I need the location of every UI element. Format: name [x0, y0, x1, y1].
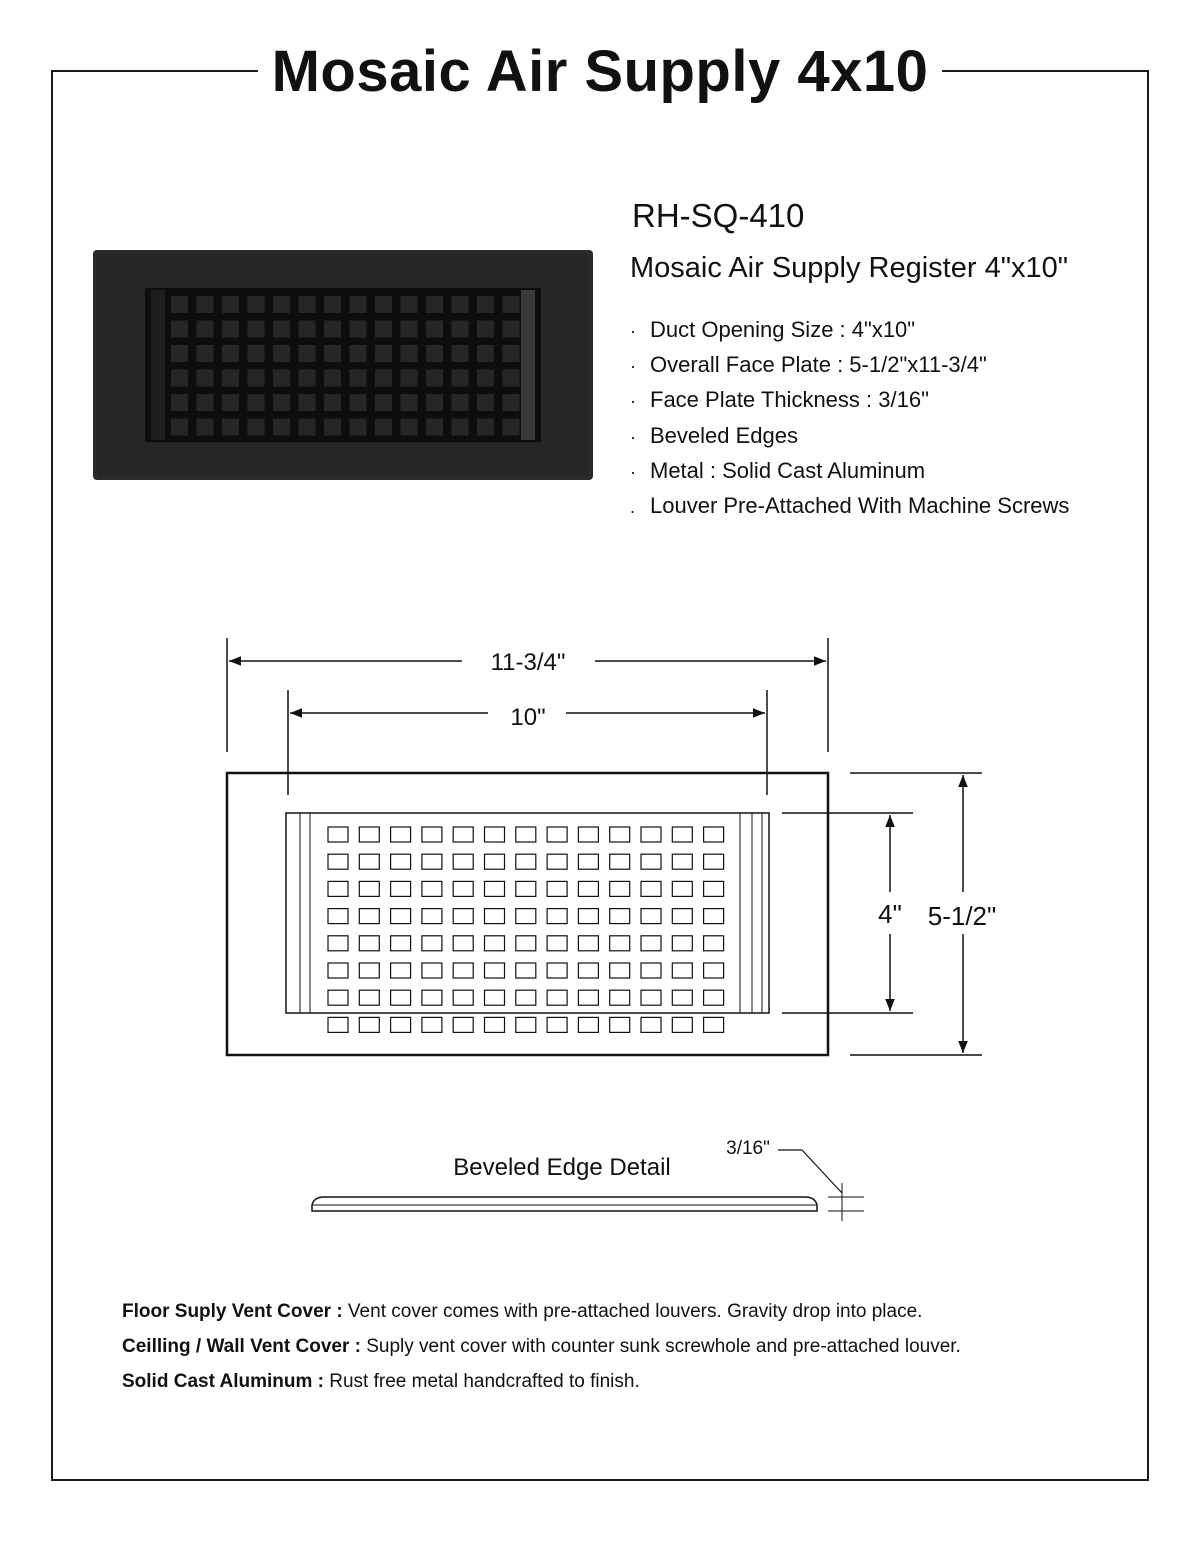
- grille-cell: [672, 827, 692, 842]
- grille-cell: [610, 854, 630, 869]
- grille-square: [197, 345, 214, 362]
- grille-cell: [485, 990, 505, 1005]
- grille-square: [477, 345, 494, 362]
- grille-cell: [672, 854, 692, 869]
- grille-cell: [610, 881, 630, 896]
- grille-cell: [704, 990, 724, 1005]
- grille-square: [324, 370, 341, 387]
- overall-height-label: 5-1/2": [927, 901, 997, 931]
- grille-square: [477, 296, 494, 313]
- notes-section: [122, 1294, 961, 1399]
- grille-cell: [641, 963, 661, 978]
- grille-cell: [328, 990, 348, 1005]
- grille-square: [350, 394, 367, 411]
- grille-square: [477, 394, 494, 411]
- grille-square: [222, 370, 239, 387]
- grille-square: [401, 321, 418, 338]
- grille-square: [324, 419, 341, 436]
- grille-cell: [641, 881, 661, 896]
- grille-cell: [359, 827, 379, 842]
- grille-cell: [422, 963, 442, 978]
- product-subtitle: Mosaic Air Supply Register 4"x10": [630, 252, 1069, 284]
- grille-square: [426, 296, 443, 313]
- grille-cell: [578, 1017, 598, 1032]
- grille-cell: [453, 1017, 473, 1032]
- grille-square: [503, 345, 520, 362]
- grille-cell: [704, 827, 724, 842]
- grille-cell: [516, 881, 536, 896]
- grille-square: [375, 419, 392, 436]
- grille-cell: [610, 827, 630, 842]
- grille-cell: [516, 827, 536, 842]
- grille-cell: [547, 854, 567, 869]
- grille-cell: [328, 881, 348, 896]
- grille-cell: [641, 827, 661, 842]
- grille-cell: [578, 854, 598, 869]
- grille-square: [197, 296, 214, 313]
- grille-square: [197, 394, 214, 411]
- grille-square: [222, 321, 239, 338]
- grille-cell: [453, 936, 473, 951]
- grille-square: [197, 419, 214, 436]
- grille-square: [452, 345, 469, 362]
- grille-square: [452, 419, 469, 436]
- grille-square: [452, 321, 469, 338]
- grille-square: [452, 296, 469, 313]
- grille-cell: [391, 827, 411, 842]
- grille-cell: [359, 963, 379, 978]
- grille-cell: [359, 854, 379, 869]
- grille-cell: [704, 854, 724, 869]
- beveled-edge-diagram: [290, 1125, 890, 1235]
- grille-cell: [422, 881, 442, 896]
- grille-cell: [328, 827, 348, 842]
- grille-square: [171, 394, 188, 411]
- grille-cell: [485, 854, 505, 869]
- grille-square: [171, 419, 188, 436]
- grille-cell: [672, 990, 692, 1005]
- grille-cell: [547, 963, 567, 978]
- grille-cell: [485, 936, 505, 951]
- grille-square: [477, 419, 494, 436]
- grille-cell: [359, 936, 379, 951]
- grille-square: [299, 321, 316, 338]
- grille-cell: [453, 854, 473, 869]
- grille-cell: [641, 936, 661, 951]
- grille-square: [503, 296, 520, 313]
- grille-cell: [547, 827, 567, 842]
- grille-square: [375, 296, 392, 313]
- grille-square: [452, 394, 469, 411]
- grille-cell: [422, 827, 442, 842]
- grille-square: [401, 394, 418, 411]
- grille-cell: [610, 963, 630, 978]
- grille-cell: [453, 990, 473, 1005]
- grille-cell: [547, 1017, 567, 1032]
- grille-cell: [672, 909, 692, 924]
- grille-square: [426, 419, 443, 436]
- grille-square: [273, 296, 290, 313]
- grille-square: [375, 345, 392, 362]
- model-number: RH-SQ-410: [632, 197, 805, 234]
- grille-cell: [704, 1017, 724, 1032]
- note-material: Solid Cast Aluminum : Rust free metal handcrafted to finish.: [122, 1371, 640, 1392]
- grille-cell: [516, 909, 536, 924]
- grille-cell: [516, 963, 536, 978]
- note-floor: Floor Suply Vent Cover : Vent cover comes with pre-attached louvers. Gravity drop into place.: [122, 1301, 923, 1322]
- grille-cell: [547, 936, 567, 951]
- page-title: Mosaic Air Supply 4x10: [0, 38, 1200, 105]
- grille-square: [222, 419, 239, 436]
- grille-cell: [578, 963, 598, 978]
- grille-square: [503, 394, 520, 411]
- grille-cell: [578, 990, 598, 1005]
- grille-cell: [422, 936, 442, 951]
- grille-square: [426, 394, 443, 411]
- spec-item: . Louver Pre-Attached With Machine Screws: [630, 492, 1070, 518]
- grille-square: [248, 321, 265, 338]
- grille-cell: [610, 909, 630, 924]
- spec-item: · Overall Face Plate : 5-1/2"x11-3/4": [630, 352, 987, 378]
- grille-cell: [328, 854, 348, 869]
- grille-square: [452, 370, 469, 387]
- grille-square: [248, 394, 265, 411]
- grille-square: [350, 321, 367, 338]
- grille-square: [324, 296, 341, 313]
- grille-cell: [391, 963, 411, 978]
- grille-cell: [359, 990, 379, 1005]
- grille-cell: [359, 881, 379, 896]
- grille-cell: [422, 854, 442, 869]
- grille-cell: [610, 1017, 630, 1032]
- spec-item: · Beveled Edges: [630, 422, 798, 448]
- grille-square: [401, 419, 418, 436]
- grille-cell: [391, 854, 411, 869]
- grille-cell: [422, 1017, 442, 1032]
- grille-cell: [672, 1017, 692, 1032]
- spec-item: · Face Plate Thickness : 3/16": [630, 387, 929, 413]
- grille-square: [171, 370, 188, 387]
- grille-square: [350, 296, 367, 313]
- grille-cell: [547, 881, 567, 896]
- product-photo: [93, 250, 593, 480]
- grille-square: [171, 321, 188, 338]
- grille-square: [375, 321, 392, 338]
- grille-square: [299, 370, 316, 387]
- grille-square: [401, 370, 418, 387]
- grille-square: [222, 296, 239, 313]
- grille-cell: [578, 827, 598, 842]
- dimension-drawing: [200, 630, 1020, 1090]
- grille-square: [273, 370, 290, 387]
- grille-cell: [578, 936, 598, 951]
- grille-square: [401, 296, 418, 313]
- grille-cell: [328, 963, 348, 978]
- grille-square: [503, 370, 520, 387]
- grille-square: [503, 419, 520, 436]
- grille-square: [426, 370, 443, 387]
- grille-cell: [641, 990, 661, 1005]
- grille-square: [273, 394, 290, 411]
- spec-item: · Metal : Solid Cast Aluminum: [630, 457, 926, 483]
- grille-square: [401, 345, 418, 362]
- grille-cell: [328, 1017, 348, 1032]
- grille-cell: [391, 990, 411, 1005]
- grille-square: [299, 394, 316, 411]
- grille-cell: [391, 1017, 411, 1032]
- grille-cell: [453, 909, 473, 924]
- grille-square: [299, 296, 316, 313]
- grille-square: [248, 419, 265, 436]
- grille-square: [375, 370, 392, 387]
- grille-cell: [359, 1017, 379, 1032]
- grille-cell: [672, 963, 692, 978]
- grille-square: [350, 370, 367, 387]
- grille-cell: [359, 909, 379, 924]
- grille-cell: [328, 936, 348, 951]
- grille-cell: [641, 1017, 661, 1032]
- grille-cell: [516, 854, 536, 869]
- grille-square: [273, 321, 290, 338]
- edge-detail-label: Beveled Edge Detail: [453, 1154, 671, 1181]
- grille-cell: [547, 990, 567, 1005]
- grille-square: [197, 370, 214, 387]
- grille-cell: [485, 881, 505, 896]
- grille-cell: [704, 881, 724, 896]
- grille-cell: [704, 936, 724, 951]
- grille-cell: [485, 963, 505, 978]
- grille-square: [222, 394, 239, 411]
- grille-cell: [610, 936, 630, 951]
- grille-cell: [672, 881, 692, 896]
- note-ceiling-wall: Ceilling / Wall Vent Cover : Suply vent cover with counter sunk screwhole and pre-attached louver.: [122, 1336, 961, 1357]
- grille-cell: [391, 909, 411, 924]
- grille-cell: [516, 990, 536, 1005]
- edge-thickness-label: 3/16": [726, 1138, 770, 1159]
- grille-square: [197, 321, 214, 338]
- grille-cell: [453, 963, 473, 978]
- grille-square: [350, 419, 367, 436]
- grille-square: [299, 419, 316, 436]
- grille-square: [503, 321, 520, 338]
- grille-cell: [391, 936, 411, 951]
- grille-cell: [485, 909, 505, 924]
- grille-square: [171, 345, 188, 362]
- grille-square: [248, 370, 265, 387]
- grille-cell: [641, 854, 661, 869]
- grille-square: [273, 345, 290, 362]
- grille-cell: [422, 909, 442, 924]
- grille-cell: [704, 963, 724, 978]
- grille-cell: [485, 1017, 505, 1032]
- spec-item: · Duct Opening Size : 4"x10": [630, 317, 916, 342]
- grille-cell: [453, 827, 473, 842]
- grille-square: [222, 345, 239, 362]
- grille-square: [477, 370, 494, 387]
- grille-square: [273, 419, 290, 436]
- grille-cell: [453, 881, 473, 896]
- grille-cell: [391, 881, 411, 896]
- grille-square: [299, 345, 316, 362]
- overall-width-label: 11-3/4": [490, 649, 566, 676]
- grille-cell: [578, 909, 598, 924]
- grille-cell: [610, 990, 630, 1005]
- grille-square: [248, 345, 265, 362]
- grille-square: [426, 345, 443, 362]
- grille-square: [248, 296, 265, 313]
- opening-height-label: 4": [878, 899, 902, 929]
- grille-square: [324, 394, 341, 411]
- grille-cell: [672, 936, 692, 951]
- grille-square: [477, 321, 494, 338]
- opening-width-label: 10": [510, 704, 546, 731]
- grille-square: [426, 321, 443, 338]
- grille-cell: [328, 909, 348, 924]
- grille-square: [375, 394, 392, 411]
- grille-cell: [516, 936, 536, 951]
- grille-square: [324, 345, 341, 362]
- grille-square: [324, 321, 341, 338]
- grille-cell: [641, 909, 661, 924]
- grille-cell: [578, 881, 598, 896]
- grille-cell: [485, 827, 505, 842]
- grille-square: [350, 345, 367, 362]
- grille-cell: [422, 990, 442, 1005]
- grille-cell: [704, 909, 724, 924]
- grille-cell: [516, 1017, 536, 1032]
- grille-cell: [547, 909, 567, 924]
- spec-list: [630, 312, 1069, 523]
- grille-square: [171, 296, 188, 313]
